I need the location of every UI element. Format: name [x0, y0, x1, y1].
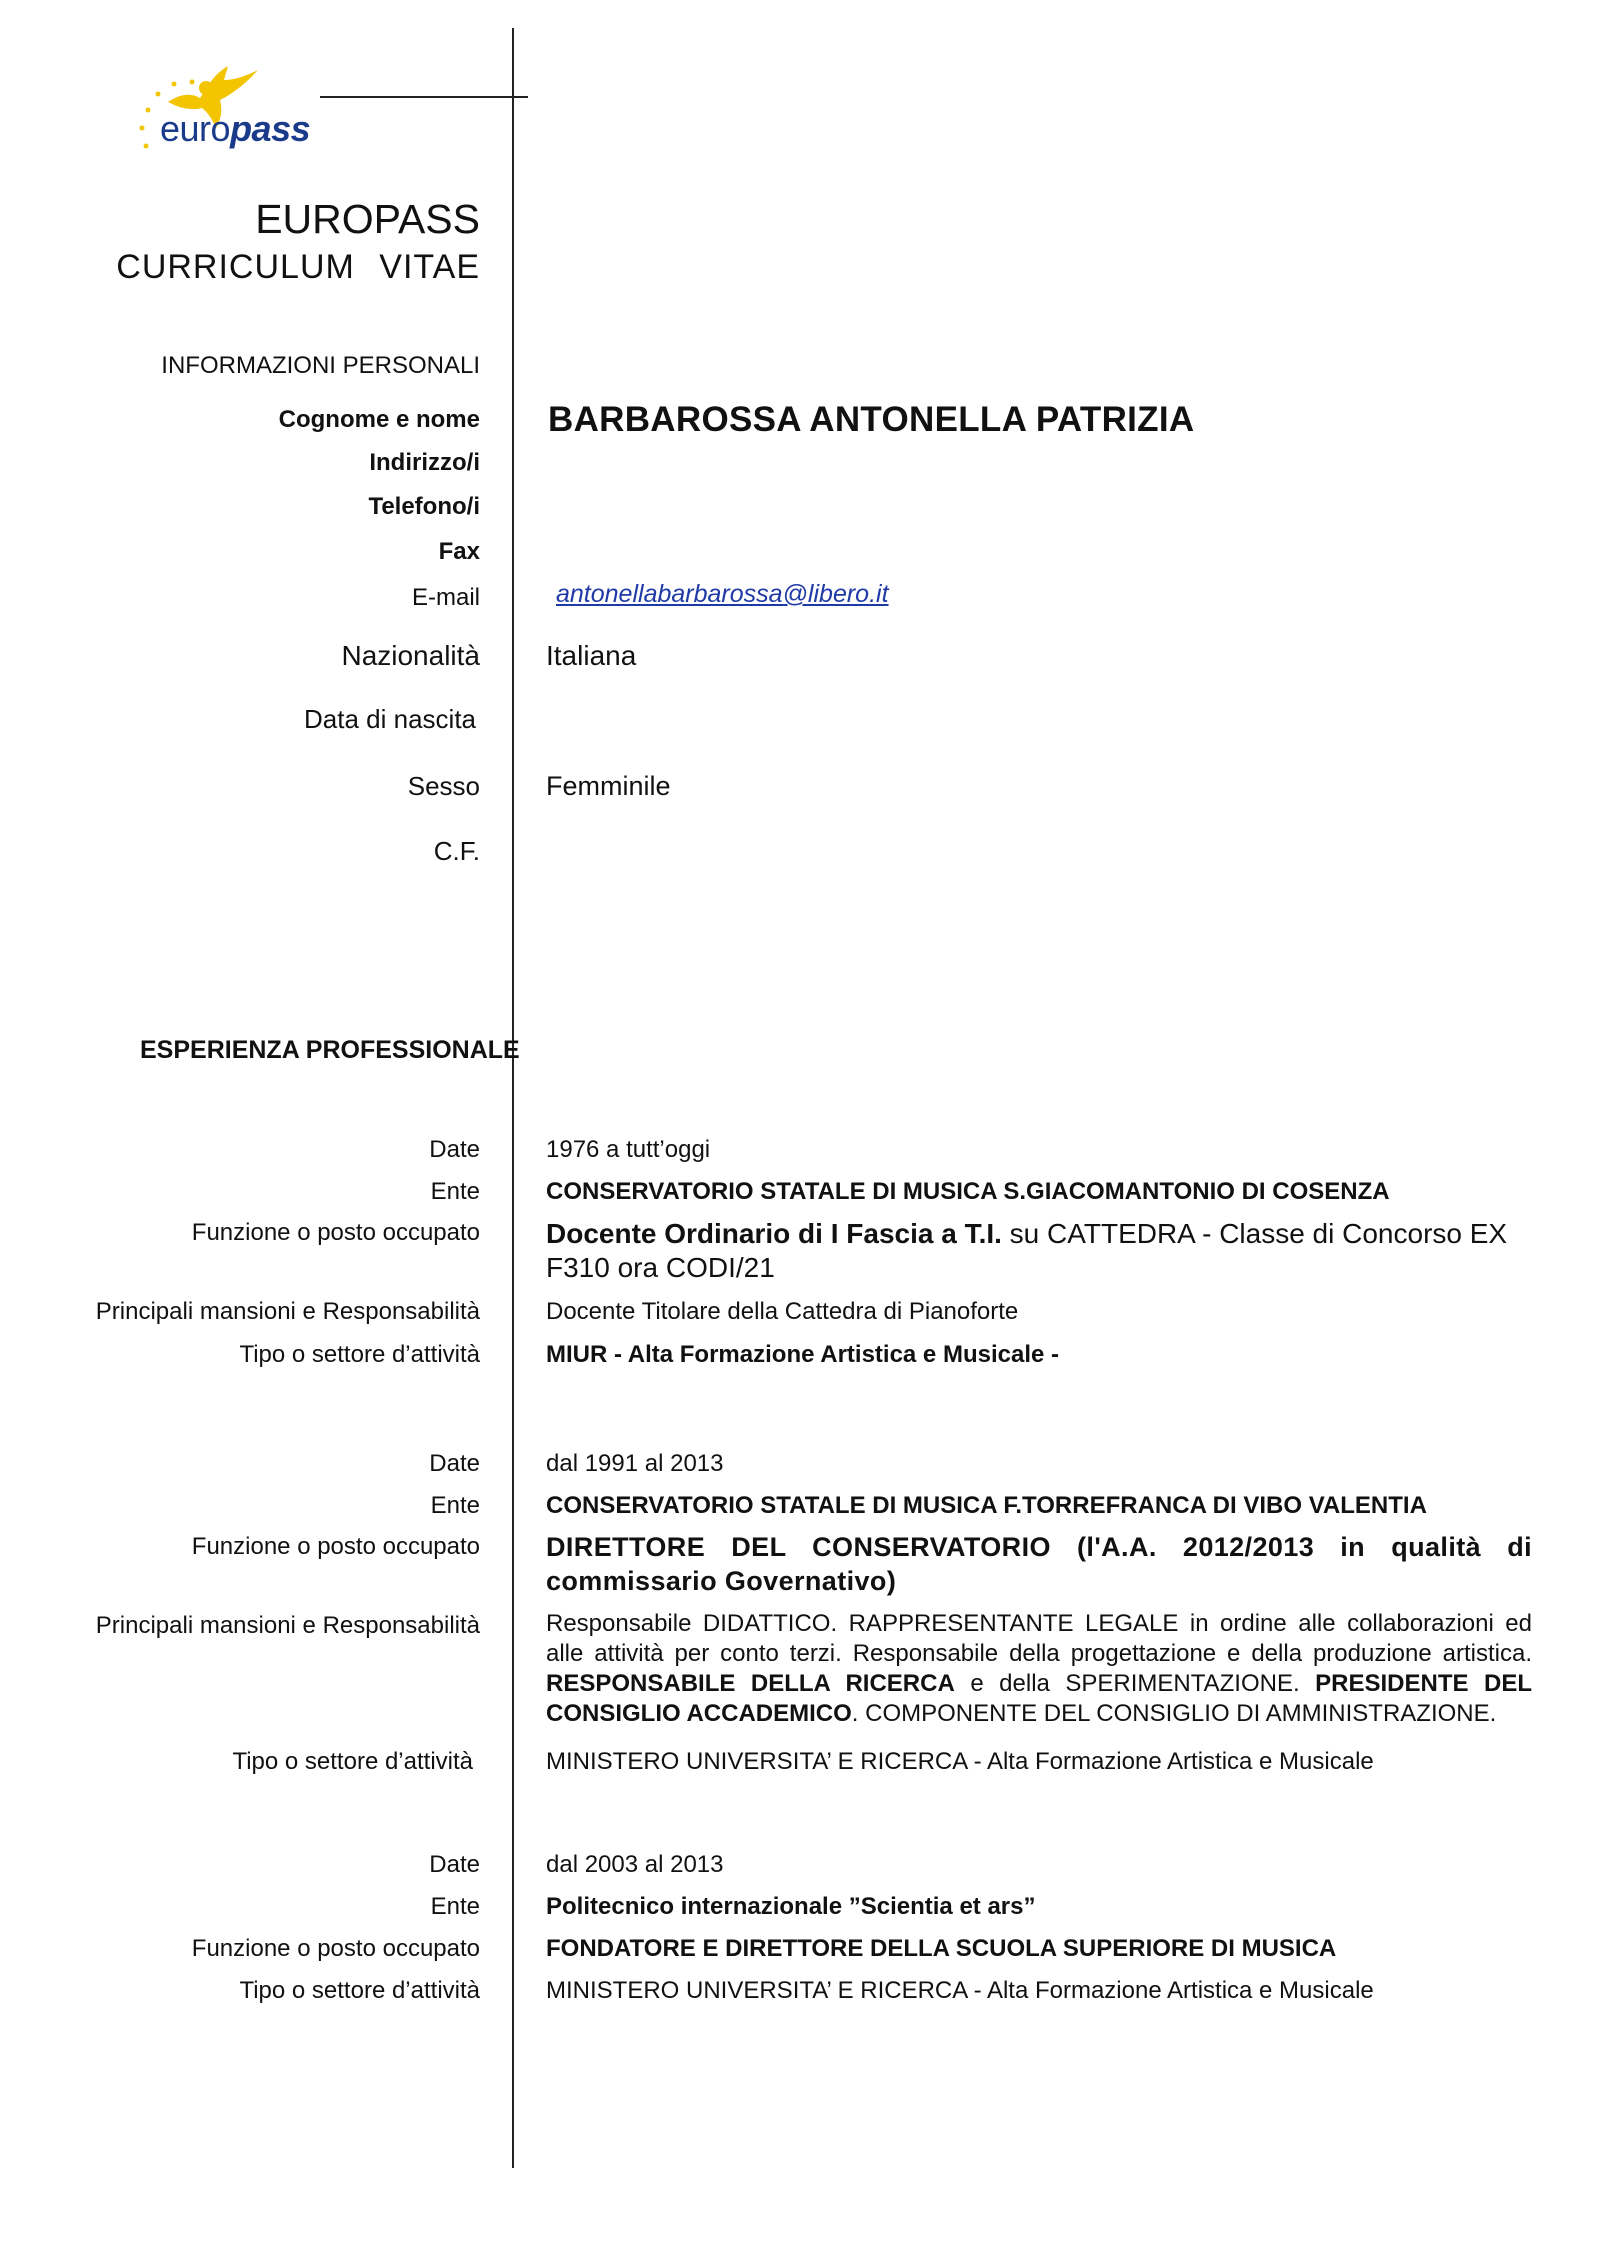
entry3-funzione: FONDATORE E DIRETTORE DELLA SCUOLA SUPERIORE DI MUSICA [546, 1935, 1337, 1962]
birth-label: Data di nascita [304, 704, 476, 734]
entry1-date: 1976 a tutt’oggi [546, 1136, 711, 1163]
europass-wordmark: europass [160, 108, 311, 149]
nationality-label: Nazionalità [341, 640, 480, 671]
page-subtitle: CURRICULUM VITAE [116, 248, 480, 286]
entry1-date-label: Date [429, 1136, 480, 1163]
vertical-divider [512, 28, 514, 2168]
entry2-funzione: DIRETTORE DEL CONSERVATORIO (l'A.A. 2012/2013 in qualità di commissario Governativo) [546, 1532, 1532, 1596]
name-label: Cognome e nome [278, 406, 480, 433]
name-value: BARBAROSSA ANTONELLA PATRIZIA [548, 400, 1195, 439]
email-label: E-mail [411, 584, 480, 611]
experience-heading: ESPERIENZA PROFESSIONALE [140, 1036, 520, 1064]
entry2-tipo: MINISTERO UNIVERSITA’ E RICERCA - Alta Formazione Artistica e Musicale [546, 1748, 1374, 1775]
entry2-mansioni-part2: RESPONSABILE DELLA RICERCA [546, 1670, 955, 1697]
entry1-funzione-detail: su CATTEDRA - Classe di Concorso EX F310 ora CODI/21 [546, 1218, 1508, 1283]
entry2-funzione-label: Funzione o posto occupato [191, 1533, 480, 1560]
entry3-date-label: Date [429, 1851, 480, 1878]
cf-label: C.F. [433, 836, 480, 866]
entry3-ente: Politecnico internazionale ”Scientia et ars” [546, 1893, 1036, 1920]
entry2-ente-label: Ente [430, 1492, 480, 1519]
entry1-funzione [546, 1217, 1532, 1285]
address-label: Indirizzo/i [369, 449, 480, 476]
entry1-funzione-label: Funzione o posto occupato [191, 1219, 480, 1246]
entry2-ente: CONSERVATORIO STATALE DI MUSICA F.TORREFRANCA DI VIBO VALENTIA [546, 1492, 1427, 1519]
entry1-mansioni-label: Principali mansioni e Responsabilità [95, 1298, 480, 1325]
fax-label: Fax [438, 538, 480, 565]
entry2-mansioni-part5: . COMPONENTE DEL CONSIGLIO DI AMMINISTRAZIONE. [851, 1700, 1497, 1727]
entry1-ente-label: Ente [430, 1178, 480, 1205]
nationality-value: Italiana [546, 640, 637, 671]
entry1-ente: CONSERVATORIO STATALE DI MUSICA S.GIACOMANTONIO DI COSENZA [546, 1178, 1390, 1205]
entry3-funzione-label: Funzione o posto occupato [191, 1935, 480, 1962]
entry2-tipo-label: Tipo o settore d’attività [232, 1748, 473, 1775]
entry3-tipo-label: Tipo o settore d’attività [239, 1977, 480, 2004]
entry2-mansioni-label: Principali mansioni e Responsabilità [95, 1612, 480, 1639]
entry3-ente-label: Ente [430, 1893, 480, 1920]
entry1-mansioni: Docente Titolare della Cattedra di Pianoforte [546, 1298, 1019, 1325]
entry2-mansioni [546, 1609, 1532, 1729]
personal-info-heading: INFORMAZIONI PERSONALI [161, 352, 480, 379]
phone-label: Telefono/i [368, 493, 480, 520]
entry2-mansioni-part3: e della SPERIMENTAZIONE. [954, 1670, 1316, 1697]
entry2-date: dal 1991 al 2013 [546, 1450, 724, 1477]
sex-value: Femminile [546, 771, 671, 801]
entry1-tipo: MIUR - Alta Formazione Artistica e Musicale - [546, 1341, 1059, 1368]
entry2-date-label: Date [429, 1450, 480, 1477]
sex-label: Sesso [407, 771, 480, 801]
entry2-mansioni-part4: PRESIDENTE DEL CONSIGLIO ACCADEMICO [546, 1670, 1532, 1727]
header-rule [320, 96, 528, 98]
entry2-mansioni-part1: Responsabile DIDATTICO. RAPPRESENTANTE LEGALE in ordine alle collaborazioni ed alle attività per conto terzi. Responsabile della progettazione e della produzione artistica. [546, 1610, 1532, 1667]
entry1-tipo-label: Tipo o settore d’attività [239, 1341, 480, 1368]
email-link[interactable]: antonellabarbarossa@libero.it [556, 580, 889, 608]
page-title: EUROPASS [255, 196, 480, 242]
entry3-tipo: MINISTERO UNIVERSITA’ E RICERCA - Alta Formazione Artistica e Musicale [546, 1977, 1374, 2004]
entry1-funzione-title: Docente Ordinario di I Fascia a T.I. [546, 1218, 1002, 1249]
entry3-date: dal 2003 al 2013 [546, 1851, 724, 1878]
